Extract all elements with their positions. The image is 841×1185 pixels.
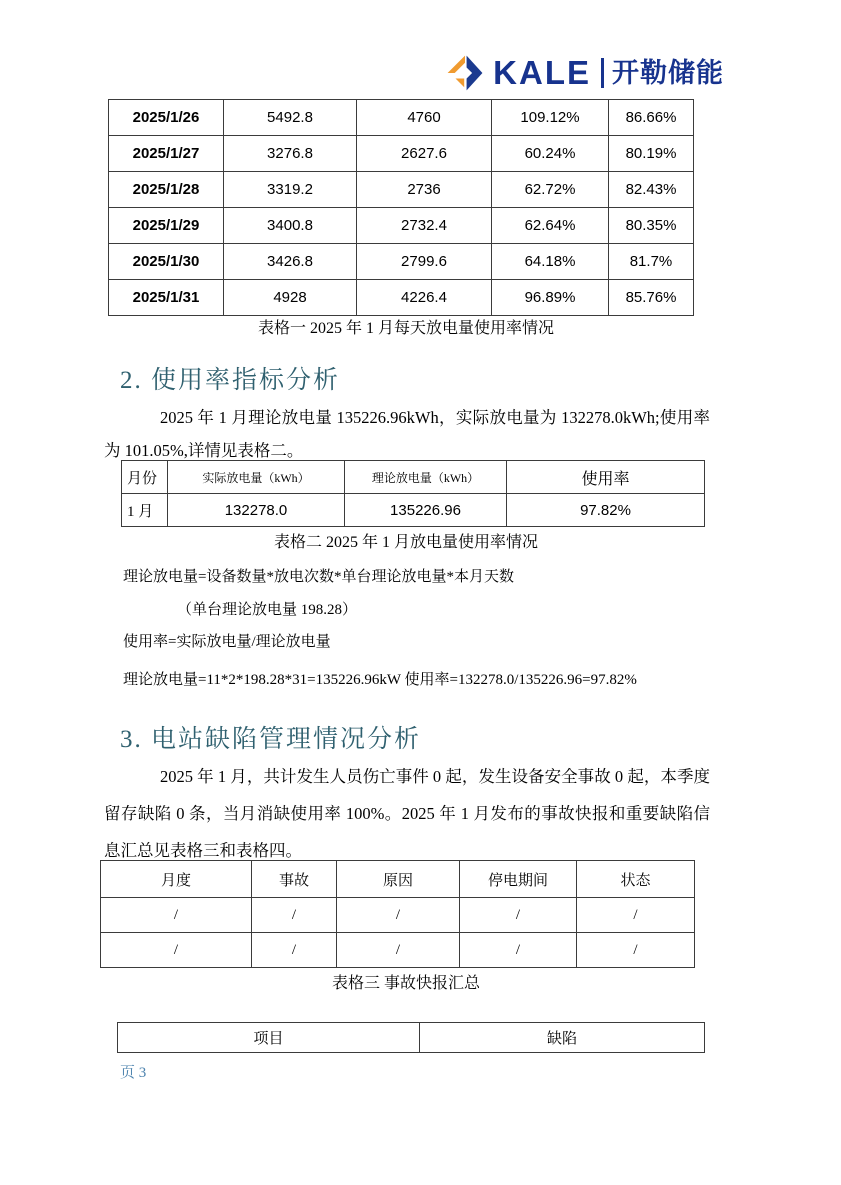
table1-caption: 表格一 2025 年 1 月每天放电量使用率情况 (257, 320, 554, 337)
brand-divider (601, 58, 604, 88)
table-cell: 60.24% (492, 136, 609, 172)
table-cell: / (252, 933, 337, 968)
page-number: 页 3 (120, 1065, 147, 1081)
table-cell: / (460, 898, 577, 933)
section2-paragraph: 2025 年 1 月理论放电量 135226.96kWh，实际放电量为 132278.0kWh;使用率为 101.05%,详情见表格二。 (104, 408, 710, 460)
table-header-cell: 月份 (122, 461, 168, 494)
table-cell: / (460, 933, 577, 968)
incident-report-table (100, 860, 695, 968)
table-cell: 2025/1/29 (109, 208, 224, 244)
table-row (109, 100, 694, 136)
formula-theoretical: 理论放电量=设备数量*放电次数*单台理论放电量*本月天数 (123, 569, 514, 585)
table-cell: / (577, 898, 695, 933)
table3-caption: 表格三 事故快报汇总 (331, 975, 480, 992)
table-cell: 2025/1/26 (109, 100, 224, 136)
table-cell: 2799.6 (357, 244, 492, 280)
table-header-cell: 停电期间 (460, 861, 577, 898)
table-cell: / (101, 933, 252, 968)
table-cell: 3426.8 (224, 244, 357, 280)
brand-name: KALE (493, 54, 591, 91)
table-cell: 96.89% (492, 280, 609, 316)
table-header-cell: 月度 (101, 861, 252, 898)
table-cell: 2025/1/27 (109, 136, 224, 172)
table-header-row (118, 1023, 705, 1053)
table-cell: 2627.6 (357, 136, 492, 172)
table-header-row (122, 461, 705, 494)
formula-usage-rate: 使用率=实际放电量/理论放电量 (123, 634, 331, 650)
table-cell: 2025/1/28 (109, 172, 224, 208)
table-cell: / (577, 933, 695, 968)
table-cell: / (337, 898, 460, 933)
table-cell: 2025/1/30 (109, 244, 224, 280)
table-header-cell: 项目 (118, 1023, 420, 1053)
table-cell: 1 月 (122, 494, 168, 527)
table-cell: 132278.0 (168, 494, 345, 527)
table-cell: 3319.2 (224, 172, 357, 208)
daily-usage-table (108, 99, 694, 316)
table-cell: 62.72% (492, 172, 609, 208)
table-cell: 3400.8 (224, 208, 357, 244)
table-header-cell: 状态 (577, 861, 695, 898)
table-row (109, 244, 694, 280)
table-cell: 80.19% (609, 136, 694, 172)
header-brand (0, 54, 724, 92)
table-cell: 80.35% (609, 208, 694, 244)
table-cell: 81.7% (609, 244, 694, 280)
section2-heading: 2. 使用率指标分析 (120, 367, 341, 394)
table-cell: 109.12% (492, 100, 609, 136)
table-header-cell: 实际放电量（kWh） (168, 461, 345, 494)
table-header-cell: 理论放电量（kWh） (345, 461, 507, 494)
table-row (109, 172, 694, 208)
table-cell: 86.66% (609, 100, 694, 136)
table-cell: 4226.4 (357, 280, 492, 316)
defect-summary-table (117, 1022, 705, 1053)
table-cell: 2025/1/31 (109, 280, 224, 316)
formula-calculation: 理论放电量=11*2*198.28*31=135226.96kW 使用率=132278.0/135226.96=97.82% (123, 672, 637, 688)
table-cell: 4928 (224, 280, 357, 316)
table-header-cell: 缺陷 (420, 1023, 705, 1053)
table-cell: 2736 (357, 172, 492, 208)
section3-paragraph: 2025 年 1 月，共计发生人员伤亡事件 0 起，发生设备安全事故 0 起，本季度留存缺陷 0 条，当月消缺使用率 100%。2025 年 1 月发布的事故快报和重要缺陷信息汇总见表格三和表格四。 (104, 767, 710, 860)
kale-logo-icon (446, 54, 484, 92)
table-header-row (101, 861, 695, 898)
section3-heading: 3. 电站缺陷管理情况分析 (120, 726, 422, 753)
table-cell: 5492.8 (224, 100, 357, 136)
brand-name-cn: 开勒储能 (612, 58, 724, 88)
monthly-usage-table (121, 460, 705, 527)
formula-unit-note: （单台理论放电量 198.28） (177, 602, 358, 618)
table-cell: 3276.8 (224, 136, 357, 172)
table-cell: 97.82% (507, 494, 705, 527)
table-cell: 85.76% (609, 280, 694, 316)
table-cell: 2732.4 (357, 208, 492, 244)
table-cell: / (101, 898, 252, 933)
table-header-cell: 原因 (337, 861, 460, 898)
table-row (109, 136, 694, 172)
table-cell: 135226.96 (345, 494, 507, 527)
table-cell: / (252, 898, 337, 933)
table-header-cell: 使用率 (507, 461, 705, 494)
table-cell: 82.43% (609, 172, 694, 208)
table-cell: / (337, 933, 460, 968)
table-row (122, 494, 705, 527)
table-row (101, 933, 695, 968)
table-row (109, 280, 694, 316)
table-cell: 4760 (357, 100, 492, 136)
table-cell: 62.64% (492, 208, 609, 244)
table-row (101, 898, 695, 933)
table-row (109, 208, 694, 244)
table-header-cell: 事故 (252, 861, 337, 898)
table-cell: 64.18% (492, 244, 609, 280)
table2-caption: 表格二 2025 年 1 月放电量使用率情况 (273, 534, 538, 551)
